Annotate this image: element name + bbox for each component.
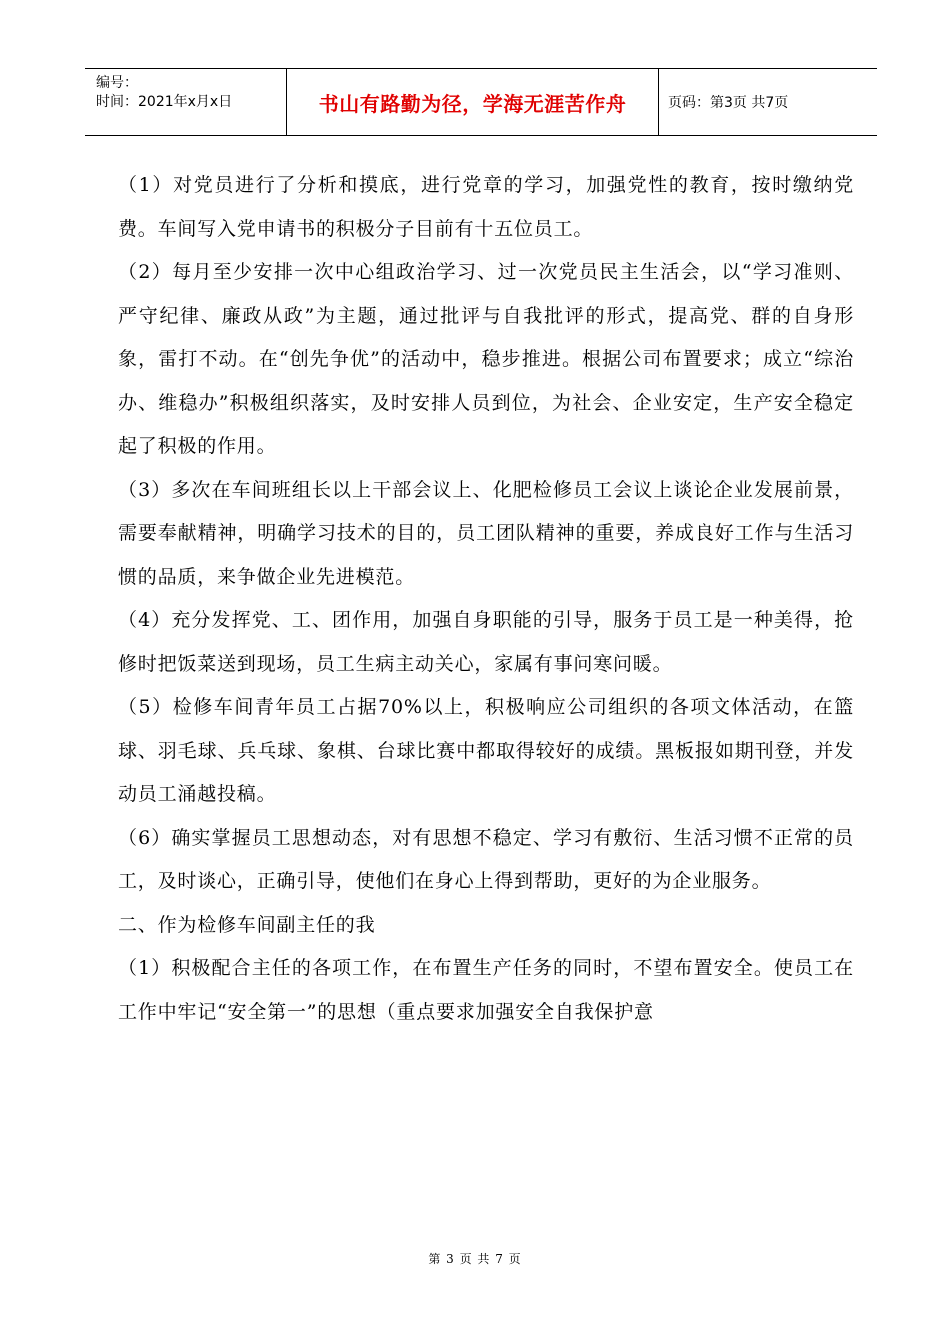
paragraph-1: （1）对党员进行了分析和摸底，进行党章的学习，加强党性的教育，按时缴纳党费。车间写入党申请书的积极分子目前有十五位员工。: [118, 174, 854, 240]
document-body: [118, 164, 854, 1034]
header-meta: [85, 69, 287, 135]
page-footer: 第 3 页 共 7 页: [428, 1252, 522, 1266]
header-motto: 书山有路勤为径，学海无涯苦作舟: [287, 69, 659, 135]
document-number-label: 编号：: [96, 75, 138, 91]
paragraph-6: （6）确实掌握员工思想动态，对有思想不稳定、学习有敷衍、生活习惯不正常的员工，及时谈心，正确引导，使他们在身心上得到帮助，更好的为企业服务。: [118, 826, 854, 892]
paragraph-4: （4）充分发挥党、工、团作用，加强自身职能的引导，服务于员工是一种美得，抢修时把饭菜送到现场，员工生病主动关心，家属有事问寒问暖。: [118, 609, 854, 675]
paragraph-5: （5）检修车间青年员工占据70%以上，积极响应公司组织的各项文体活动，在篮球、羽毛球、兵乓球、象棋、台球比赛中都取得较好的成绩。黑板报如期刊登，并发动员工涌越投稿。: [118, 696, 854, 805]
paragraph-2: （2）每月至少安排一次中心组政治学习、过一次党员民主生活会，以“学习准则、严守纪律、廉政从政”为主题，通过批评与自我批评的形式，提高党、群的自身形象，雷打不动。在“创先争优”的活动中，稳步推进。根据公司布置要求；成立“综治办、维稳办”积极组织落实，及时安排人员到位，为社会、企业安定，生产安全稳定起了积极的作用。: [118, 261, 854, 457]
page-header: [85, 68, 877, 136]
paragraph-7: （1）积极配合主任的各项工作，在布置生产任务的同时，不望布置安全。使员工在工作中牢记“安全第一”的思想（重点要求加强安全自我保护意: [118, 957, 854, 1023]
header-page-info: 页码：第3页 共7页: [668, 95, 789, 111]
section-heading: 二、作为检修车间副主任的我: [118, 913, 376, 936]
paragraph-3: （3）多次在车间班组长以上干部会议上、化肥检修员工会议上谈论企业发展前景，需要奉献精神，明确学习技术的目的，员工团队精神的重要，养成良好工作与生活习惯的品质，来争做企业先进模范。: [118, 478, 854, 588]
document-date: 时间：2021年x月x日: [96, 94, 233, 110]
